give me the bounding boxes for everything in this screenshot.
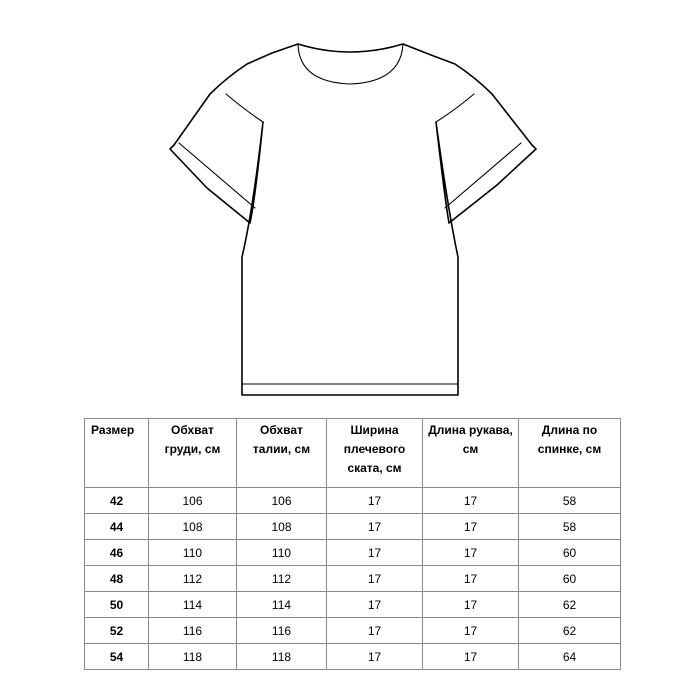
- header-size: Размер: [85, 419, 149, 488]
- size-table: [84, 418, 621, 670]
- shoulder-cell: 17: [327, 644, 423, 670]
- waist-cell: 106: [237, 488, 327, 514]
- header-shoulder-width: Ширина плечевого ската, см: [327, 419, 423, 488]
- chest-cell: 118: [149, 644, 237, 670]
- collar-inner-line: [298, 44, 403, 84]
- table-row: [85, 618, 621, 644]
- waist-cell: 116: [237, 618, 327, 644]
- left-cuff-line: [179, 143, 255, 208]
- sleeve-cell: 17: [423, 644, 519, 670]
- sleeve-cell: 17: [423, 618, 519, 644]
- sleeve-cell: 17: [423, 540, 519, 566]
- waist-cell: 118: [237, 644, 327, 670]
- right-cuff-line: [445, 143, 521, 208]
- shoulder-cell: 17: [327, 540, 423, 566]
- sleeve-cell: 17: [423, 566, 519, 592]
- table-row: [85, 644, 621, 670]
- chest-cell: 116: [149, 618, 237, 644]
- size-cell: 50: [85, 592, 149, 618]
- waist-cell: 114: [237, 592, 327, 618]
- sleeve-cell: 17: [423, 514, 519, 540]
- size-cell: 54: [85, 644, 149, 670]
- chest-cell: 106: [149, 488, 237, 514]
- table-row: [85, 592, 621, 618]
- shoulder-cell: 17: [327, 592, 423, 618]
- shoulder-cell: 17: [327, 618, 423, 644]
- size-cell: 42: [85, 488, 149, 514]
- header-sleeve-length: Длина рукава, см: [423, 419, 519, 488]
- right-sleeve-seam: [436, 94, 474, 122]
- chest-cell: 112: [149, 566, 237, 592]
- header-back-length: Длина по спинке, см: [519, 419, 621, 488]
- waist-cell: 108: [237, 514, 327, 540]
- size-cell: 48: [85, 566, 149, 592]
- table-row: [85, 514, 621, 540]
- chest-cell: 108: [149, 514, 237, 540]
- back-length-cell: 58: [519, 488, 621, 514]
- size-cell: 46: [85, 540, 149, 566]
- waist-cell: 112: [237, 566, 327, 592]
- size-cell: 44: [85, 514, 149, 540]
- back-length-cell: 60: [519, 566, 621, 592]
- chest-cell: 110: [149, 540, 237, 566]
- shoulder-cell: 17: [327, 514, 423, 540]
- table-row: [85, 540, 621, 566]
- size-cell: 52: [85, 618, 149, 644]
- sleeve-cell: 17: [423, 488, 519, 514]
- chest-cell: 114: [149, 592, 237, 618]
- size-table-header-row: [85, 419, 621, 488]
- back-length-cell: 64: [519, 644, 621, 670]
- back-length-cell: 62: [519, 592, 621, 618]
- table-row: [85, 488, 621, 514]
- sleeve-cell: 17: [423, 592, 519, 618]
- header-chest: Обхват груди, см: [149, 419, 237, 488]
- shoulder-cell: 17: [327, 488, 423, 514]
- back-length-cell: 60: [519, 540, 621, 566]
- shoulder-cell: 17: [327, 566, 423, 592]
- waist-cell: 110: [237, 540, 327, 566]
- back-length-cell: 62: [519, 618, 621, 644]
- header-waist: Обхват талии, см: [237, 419, 327, 488]
- back-length-cell: 58: [519, 514, 621, 540]
- table-row: [85, 566, 621, 592]
- t-shirt-outline: [170, 44, 536, 395]
- left-sleeve-seam: [226, 94, 263, 122]
